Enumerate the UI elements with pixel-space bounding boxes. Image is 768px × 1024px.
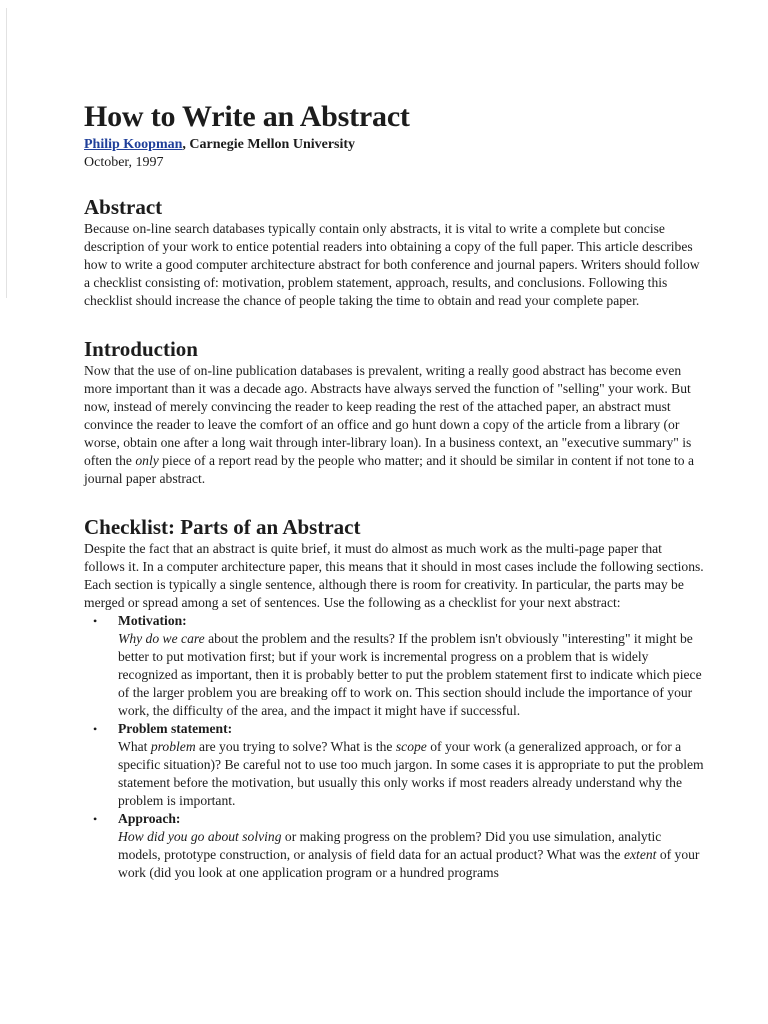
list-item-text: are you trying to solve? What is the (195, 739, 396, 754)
affiliation-separator: , (182, 137, 190, 152)
list-item-title: Approach: (118, 811, 181, 826)
introduction-text-part-a: Now that the use of on-line publication databases is prevalent, writing a really good abstract has become even more important than it was a decade ago. Abstracts have always served the function of "selling" your work. But now, instead of merely convincing the reader to keep reading the rest of the attached paper, an abstract must convince the reader to leave the comfort of an office and go hunt down a copy of the article from a library (or worse, obtain one after a long wait through inter-library loan). In a business context, an "executive summary" is often the (84, 363, 692, 468)
list-item-problem-statement (84, 720, 706, 810)
checklist-intro: Despite the fact that an abstract is quite brief, it must do almost as much work as the multi-page paper that follows it. In a computer architecture paper, this means that it should in most cases include the following sections. Each section is typically a single sentence, although there is room for creativity. In particular, the parts may be merged or spread among a set of sentences. Use the following as a checklist for your next abstract: (84, 541, 704, 610)
list-item-text: about the problem and the results? If the problem isn't obviously "interesting" it might be better to put motivation first; but if your work is incremental progress on a problem that is widely recognized as important, then it is probably better to put the problem statement first to indicate which piece of the larger problem you are breaking off to work on. This section should include the importance of your work, the difficulty of the area, and the impact it might have if successful. (118, 631, 702, 718)
abstract-text: Because on-line search databases typically contain only abstracts, it is vital to write a complete but concise description of your work to entice potential readers into obtaining a copy of the full paper. This article describes how to write a good computer architecture abstract for both conference and journal papers. Writers should follow a checklist consisting of: motivation, problem statement, approach, results, and conclusions. Following this checklist should increase the chance of people taking the time to obtain and read your complete paper. (84, 221, 700, 308)
bullet-icon: • (93, 812, 98, 826)
abstract-section (84, 194, 706, 310)
list-item-emphasis: How did you go about solving (118, 829, 282, 844)
list-item-approach (84, 810, 706, 882)
list-item-emphasis: extent (623, 847, 657, 862)
list-item-text: of your work (did you look at one application program or a hundred programs (118, 847, 700, 880)
list-item-emphasis: problem (150, 739, 196, 754)
introduction-text (84, 362, 706, 488)
introduction-text-emphasis: only (135, 453, 159, 468)
abstract-heading: Abstract (84, 195, 163, 219)
byline (84, 136, 706, 154)
list-item-emphasis: Why do we care (118, 631, 205, 646)
scan-edge-line (6, 8, 7, 298)
checklist-section (84, 514, 706, 882)
checklist-heading: Checklist: Parts of an Abstract (84, 515, 361, 539)
author-affiliation: Carnegie Mellon University (189, 137, 356, 152)
author-link[interactable]: Philip Koopman (84, 137, 183, 152)
introduction-text-part-b: piece of a report read by the people who matter; and it should be similar in content if not tone to a journal paper abstract. (84, 453, 695, 486)
list-item-text: of your work (a generalized approach, or for a specific situation)? Be careful not to use too much jargon. In some cases it is appropriate to put the problem statement before the motivation, but usually this only works if most readers already understand why the problem is important. (118, 739, 704, 808)
introduction-section (84, 336, 706, 488)
list-item-title: Problem statement: (118, 721, 233, 736)
bullet-icon: • (93, 722, 98, 736)
page-title: How to Write an Abstract (84, 100, 410, 133)
introduction-heading: Introduction (84, 337, 198, 361)
list-item-title: Motivation: (118, 613, 187, 628)
list-item-text: or making progress on the problem? Did you use simulation, analytic models, prototype construction, or analysis of field data for an actual product? What was the (118, 829, 662, 862)
checklist-list (84, 612, 706, 882)
publication-date: October, 1997 (84, 155, 164, 170)
bullet-icon: • (93, 614, 98, 628)
list-item-motivation (84, 612, 706, 720)
list-item-text: What (118, 739, 151, 754)
list-item-emphasis: scope (395, 739, 427, 754)
document-page (84, 98, 706, 882)
